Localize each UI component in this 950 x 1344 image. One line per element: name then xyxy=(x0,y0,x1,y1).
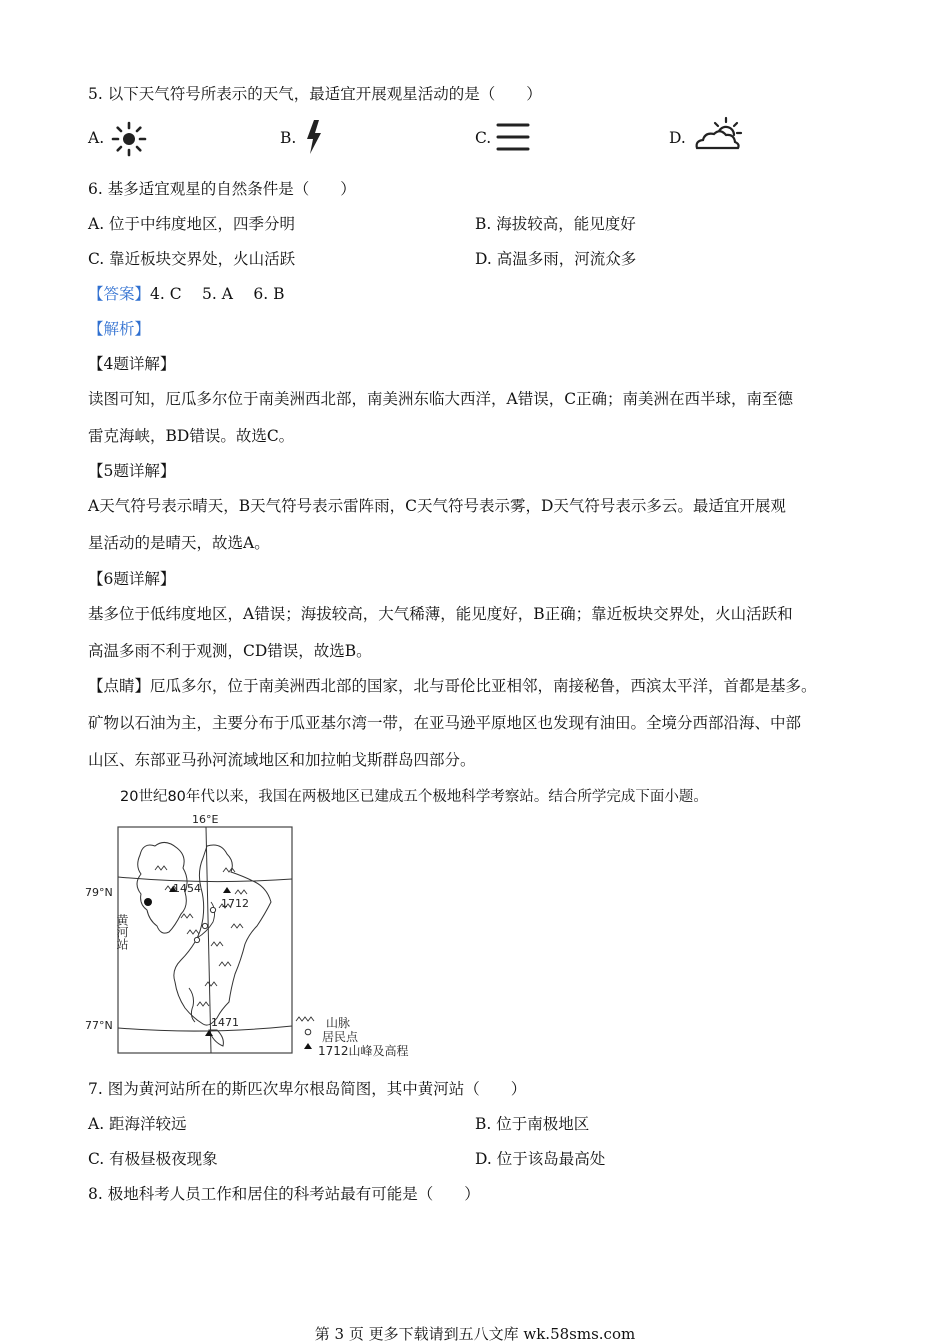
q7-option-a: A. 距海洋较远 xyxy=(88,1115,187,1133)
parallel-77n xyxy=(118,1026,292,1031)
peak-1712-label: 1712 xyxy=(221,897,249,910)
island-main xyxy=(174,845,271,1025)
legend-mountain-symbol xyxy=(296,1017,314,1021)
comment-line-1 xyxy=(88,674,817,696)
q6-stem: 6. 基多适宜观星的自然条件是（ ） xyxy=(88,180,356,198)
lat-bottom-label: 77°N xyxy=(85,1019,113,1032)
detail4-line-1: 读图可知，厄瓜多尔位于南美洲西北部，南美洲东临大西洋，A错误，C正确；南美洲在西半球，南至德 xyxy=(88,390,794,408)
q8-stem: 8. 极地科考人员工作和居住的科考站最有可能是（ ） xyxy=(88,1185,480,1203)
detail4-line-2: 雷克海峡，BD错误。故选C。 xyxy=(88,427,295,445)
detail6-title: 【6题详解】 xyxy=(88,570,176,588)
peak-1712-marker xyxy=(223,887,231,893)
partly-cloudy-icon xyxy=(693,116,745,154)
answer-text: 4. C 5. A 6. B xyxy=(150,285,285,303)
q7-stem: 7. 图为黄河站所在的斯匹次卑尔根岛简图，其中黄河站（ ） xyxy=(88,1080,527,1098)
lat-top-label: 79°N xyxy=(85,886,113,899)
detail4-title: 【4题详解】 xyxy=(88,355,176,373)
page-footer: 第 3 页 更多下载请到五八文库 wk.58sms.com xyxy=(314,1325,636,1343)
legend-peak-symbol xyxy=(304,1043,312,1049)
legend-settlement: 居民点 xyxy=(322,1030,359,1044)
map-intro: 20世纪80年代以来，我国在两极地区已建成五个极地科学考察站。结合所学完成下面小题。 xyxy=(120,789,708,805)
peak-1454-label: 1454 xyxy=(173,882,201,895)
q6-option-a: A. 位于中纬度地区，四季分明 xyxy=(88,215,296,233)
legend-mountain: 山脉 xyxy=(326,1016,351,1030)
map-frame xyxy=(118,827,292,1053)
q5-option-c-label: C. xyxy=(475,129,492,147)
comment-line-2: 矿物以石油为主，主要分布于瓜亚基尔湾一带，在亚马逊平原地区也发现有油田。全境分西部沿海、中部 xyxy=(88,714,802,732)
sun-icon xyxy=(110,120,148,158)
analysis-tag: 【解析】 xyxy=(88,320,151,338)
detail5-title: 【5题详解】 xyxy=(88,462,176,480)
fog-icon xyxy=(495,121,531,155)
q5-option-b-label: B. xyxy=(280,129,297,147)
comment-line-3: 山区、东部亚马孙河流域地区和加拉帕戈斯群岛四部分。 xyxy=(88,751,476,769)
peak-1471-label: 1471 xyxy=(211,1016,239,1029)
detail6-line-2: 高温多雨不利于观测，CD错误，故选B。 xyxy=(88,642,372,660)
detail5-line-1: A天气符号表示晴天，B天气符号表示雷阵雨，C天气符号表示雾，D天气符号表示多云。最适宜开展观 xyxy=(88,497,786,515)
q7-option-b: B. 位于南极地区 xyxy=(475,1115,590,1133)
svalbard-map xyxy=(85,810,415,1060)
q7-option-d: D. 位于该岛最高处 xyxy=(475,1150,606,1168)
settlement-2 xyxy=(210,907,215,912)
station-label: 黄河站 xyxy=(115,914,129,950)
settlement-1 xyxy=(194,937,199,942)
detail6-line-1: 基多位于低纬度地区，A错误；海拔较高，大气稀薄，能见度好，B正确；靠近板块交界处，火山活跃和 xyxy=(88,605,793,623)
q5-stem: 5. 以下天气符号所表示的天气，最适宜开展观星活动的是（ ） xyxy=(88,85,542,103)
parallel-79n xyxy=(118,877,292,882)
legend-settlement-symbol xyxy=(305,1029,311,1035)
settlement-3 xyxy=(202,923,207,928)
answer-line xyxy=(88,282,284,304)
q6-option-c: C. 靠近板块交界处，火山活跃 xyxy=(88,250,296,268)
lightning-icon xyxy=(303,118,325,156)
detail5-line-2: 星活动的是晴天，故选A。 xyxy=(88,534,270,552)
q6-option-b: B. 海拔较高，能见度好 xyxy=(475,215,636,233)
comment-text-1: 厄瓜多尔，位于南美洲西北部的国家，北与哥伦比亚相邻，南接秘鲁，西滨太平洋，首都是基多。 xyxy=(150,677,817,695)
q5-option-d-label: D. xyxy=(669,129,686,147)
answer-tag: 【答案】 xyxy=(88,285,151,303)
q5-option-a-label: A. xyxy=(88,129,105,147)
comment-tag: 【点睛】 xyxy=(88,677,151,695)
legend-peak: 1712山峰及高程 xyxy=(318,1044,409,1058)
meridian-label: 16°E xyxy=(192,813,219,826)
q6-option-d: D. 高温多雨，河流众多 xyxy=(475,250,637,268)
yellow-river-station-marker xyxy=(144,898,152,906)
q7-option-c: C. 有极昼极夜现象 xyxy=(88,1150,218,1168)
